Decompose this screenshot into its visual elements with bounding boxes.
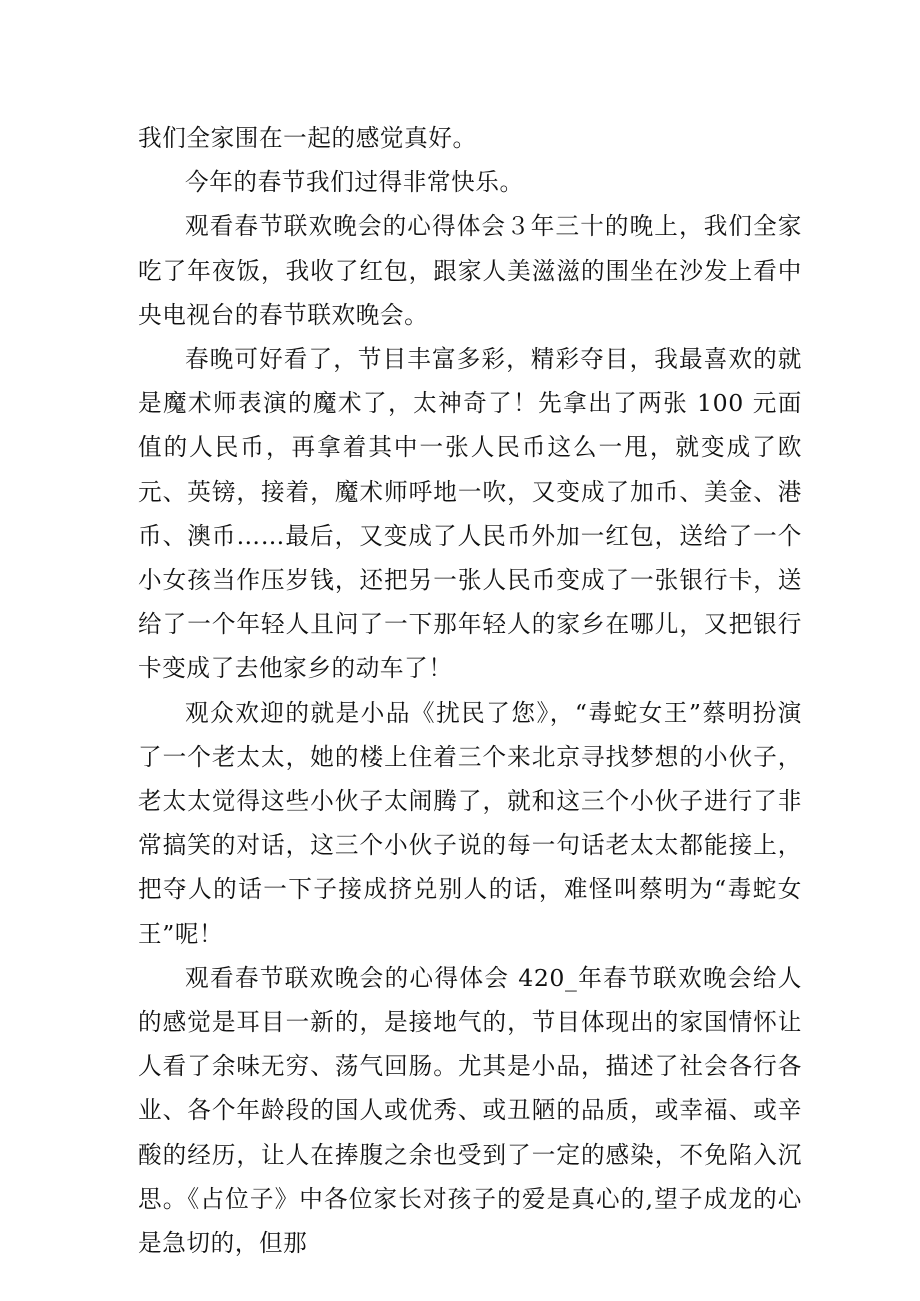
paragraph-5: 观众欢迎的就是小品《扰民了您》，“毒蛇女王”蔡明扮演了一个老太太，她的楼上住着三个来北京寻找梦想的小伙子，老太太觉得这些小伙子太闹腾了，就和这三个小伙子进行了非常搞笑的对话，这三个小伙子说的每一句话老太太都能接上，把夺人的话一下子接成挤兑别人的话，难怪叫蔡明为“毒蛇女王”呢！ <box>138 698 802 948</box>
paragraph-1: 我们全家围在一起的感觉真好。 <box>138 124 477 152</box>
paragraph-2: 今年的春节我们过得非常快乐。 <box>185 168 524 197</box>
paragraph-6: 观看春节联欢晚会的心得体会 420_年春节联欢晚会给人的感觉是耳目一新的，是接地气的，节目体现出的家国情怀让人看了余味无穷、荡气回肠。尤其是小品，描述了社会各行各业、各个年龄段的国人或优秀、或丑陋的品质，或幸福、或辛酸的经历，让人在捧腹之余也受到了一定的感染，不免陷入沉思。《占位子》中各位家长对孩子的爱是真心的,望子成龙的心是急切的，但那 <box>138 963 802 1258</box>
paragraph-3: 观看春节联欢晚会的心得体会３年三十的晚上，我们全家吃了年夜饭，我收了红包，跟家人美滋滋的围坐在沙发上看中央电视台的春节联欢晚会。 <box>138 212 802 329</box>
paragraph-4: 春晚可好看了，节目丰富多彩，精彩夺目，我最喜欢的就是魔术师表演的魔术了，太神奇了！先拿出了两张 100 元面值的人民币，再拿着其中一张人民币这么一甩，就变成了欧元、英镑，接着，魔术师呼地一吹，又变成了加币、美金、港币、澳币……最后，又变成了人民币外加一红包，送给了一个小女孩当作压岁钱，还把另一张人民币变成了一张银行卡，送给了一个年轻人且问了一下那年轻人的家乡在哪儿，又把银行卡变成了去他家乡的动车了！ <box>138 345 802 683</box>
body-text <box>138 116 802 1265</box>
